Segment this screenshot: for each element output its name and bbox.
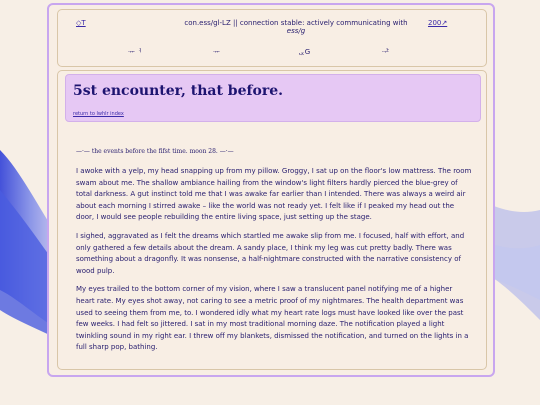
paragraph: My eyes trailed to the bottom corner of my vision, where I saw a translucent panel notifying me of a higher heart rate. My eyes shot away, not caring to see a metric proof of my nightmares. The health department was used to seeing them from me, to. I wondered idly what my heart rate logs must have looked like over the past few weeks. I had felt so jittered. I sat in my most traditional morning daze. The notification played a light twinkling sound in my right ear. I threw off my blankets, dismissed the notification, and turned on the lights in a full sharp pop, bathing. [76, 285, 469, 352]
post-container [57, 70, 487, 370]
status-text: con.ess/gl-LZ || connection stable: actively communicating with [184, 19, 408, 27]
nav-item-1[interactable]: ᅲᅥ [128, 48, 142, 56]
back-link[interactable]: return to lwhlr index [73, 111, 124, 117]
title-banner [65, 74, 481, 122]
nav-item-4[interactable]: ᅷ [382, 48, 389, 56]
status-target: ess/g [286, 27, 306, 35]
site-header [57, 9, 487, 67]
nav-bar [58, 47, 486, 57]
post-body [76, 166, 472, 361]
post-title: 5st encounter, that before. [73, 83, 284, 99]
counter-link[interactable]: 200↗ [428, 19, 448, 27]
nav-item-3[interactable]: ᆬG [298, 48, 311, 56]
connection-status [176, 19, 416, 35]
paragraph: I sighed, aggravated as I felt the dreams which startled me awake slip from me. I focused, half with effort, and only gathered a few details about the dream. A sandy place, I think my leg was cut pretty badly. There was something about a dragonfly. It was nonsense, a half-nightmare constructed with the narrative consistency of wood pulp. [76, 231, 465, 275]
nav-item-2[interactable]: ᅲ [213, 48, 220, 56]
post-subhead: —·— the events before the fifst time. moon 28. —·— [76, 148, 234, 155]
paragraph: I awoke with a yelp, my head snapping up from my pillow. Groggy, I sat up on the floor's low mattress. The room swam about me. The shallow ambiance hailing from the window's light filters hardly pierced the blue-grey of total darkness. A gut instinct told me that I was awake far earlier than I intended. There was always a weird air about each morning I stirred awake – like the world was not ready yet. I felt like if I peaked my head out the door, I would see people rebuilding the entire living space, just setting up the stage. [76, 167, 472, 222]
home-link[interactable]: ◇T [76, 19, 86, 27]
